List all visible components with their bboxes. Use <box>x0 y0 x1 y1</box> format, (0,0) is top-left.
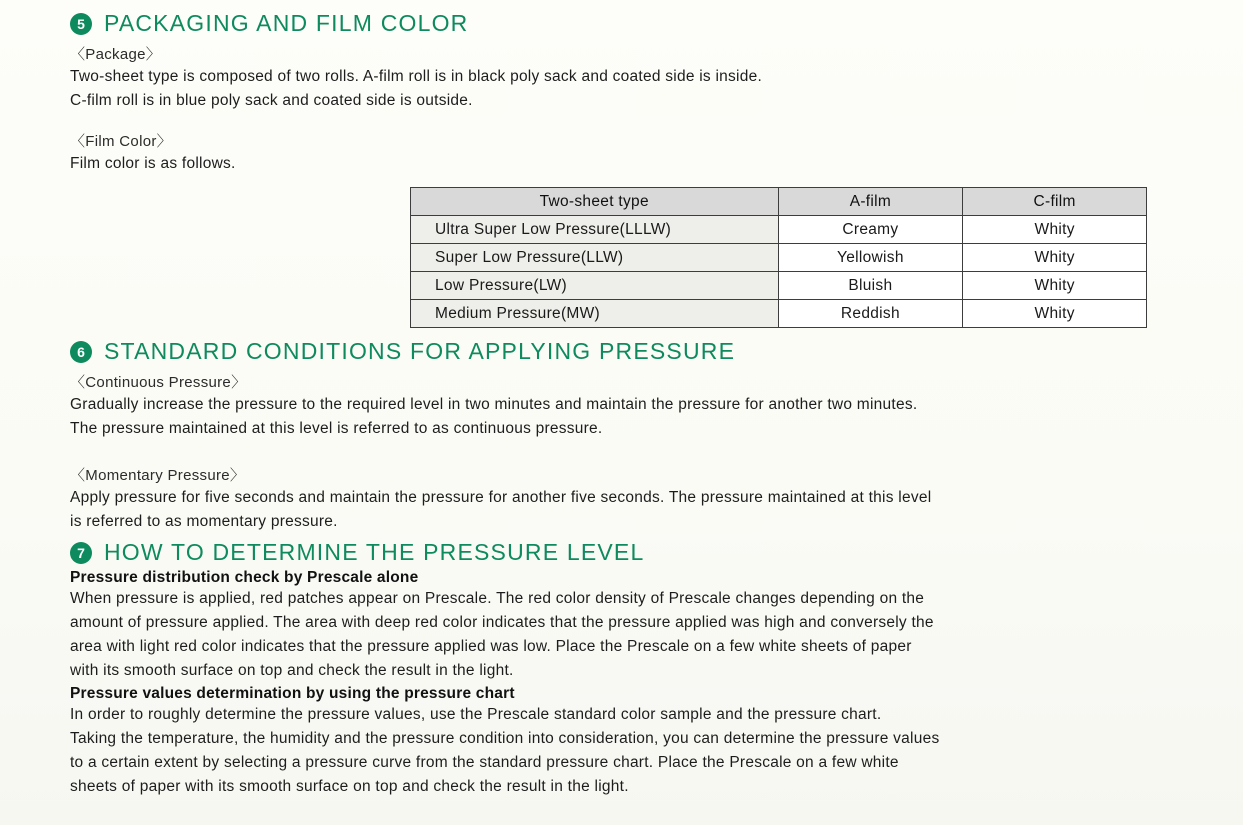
table-cell: Yellowish <box>778 244 963 272</box>
section-heading-5 <box>70 10 1173 37</box>
distribution-check-line-3: area with light red color indicates that the pressure applied was low. Place the Prescale on a few white sheets of paper <box>70 638 912 655</box>
subsection-title-distribution-check: Pressure distribution check by Prescale alone <box>70 569 419 586</box>
table-cell: Medium Pressure(MW) <box>411 300 779 328</box>
film-color-table <box>410 187 1147 328</box>
continuous-pressure-label: 〈Continuous Pressure〉 <box>70 374 247 391</box>
table-row <box>411 300 1147 328</box>
table-cell: Whity <box>963 216 1147 244</box>
table-cell: Reddish <box>778 300 963 328</box>
pressure-chart-line-2: Taking the temperature, the humidity and the pressure condition into consideration, you can determine the pressure values <box>70 730 940 747</box>
continuous-pressure-line-2: The pressure maintained at this level is referred to as continuous pressure. <box>70 420 603 437</box>
table-row <box>411 272 1147 300</box>
section-number-badge-7: 7 <box>70 542 92 564</box>
package-label: 〈Package〉 <box>70 46 162 63</box>
table-cell: Whity <box>963 244 1147 272</box>
distribution-check-line-2: amount of pressure applied. The area with deep red color indicates that the pressure applied was high and conversely the <box>70 614 934 631</box>
section-title-7: HOW TO DETERMINE THE PRESSURE LEVEL <box>104 539 645 565</box>
section-number-badge-6: 6 <box>70 341 92 363</box>
section-title-6: STANDARD CONDITIONS FOR APPLYING PRESSURE <box>104 338 736 364</box>
table-header-cell: A-film <box>778 188 963 216</box>
table-cell: Super Low Pressure(LLW) <box>411 244 779 272</box>
table-header-cell: Two-sheet type <box>411 188 779 216</box>
spacer <box>70 442 1173 458</box>
table-cell: Ultra Super Low Pressure(LLLW) <box>411 216 779 244</box>
table-row <box>411 244 1147 272</box>
table-cell: Low Pressure(LW) <box>411 272 779 300</box>
momentary-pressure-line-2: is referred to as momentary pressure. <box>70 513 338 530</box>
film-color-table-wrapper <box>70 187 1173 328</box>
film-color-line: Film color is as follows. <box>70 155 236 172</box>
spacer <box>70 114 1173 124</box>
subsection-title-pressure-chart: Pressure values determination by using the pressure chart <box>70 685 515 702</box>
continuous-pressure-line-1: Gradually increase the pressure to the required level in two minutes and maintain the pressure for another two minutes. <box>70 396 918 413</box>
package-line-2: C-film roll is in blue poly sack and coated side is outside. <box>70 92 473 109</box>
table-header-row <box>411 188 1147 216</box>
table-row <box>411 216 1147 244</box>
section-title-5: PACKAGING AND FILM COLOR <box>104 10 469 36</box>
package-line-1: Two-sheet type is composed of two rolls. A-film roll is in black poly sack and coated side is inside. <box>70 68 763 85</box>
table-header-cell: C-film <box>963 188 1147 216</box>
table-cell: Whity <box>963 300 1147 328</box>
table-cell: Bluish <box>778 272 963 300</box>
momentary-pressure-line-1: Apply pressure for five seconds and maintain the pressure for another five seconds. The pressure maintained at this level <box>70 489 932 506</box>
section-heading-6 <box>70 338 1173 365</box>
section-number-badge-5: 5 <box>70 13 92 35</box>
pressure-chart-line-3: to a certain extent by selecting a pressure curve from the standard pressure chart. Place the Prescale on a few white <box>70 754 899 771</box>
momentary-pressure-label: 〈Momentary Pressure〉 <box>70 467 246 484</box>
distribution-check-line-4: with its smooth surface on top and check the result in the light. <box>70 662 514 679</box>
table-cell: Creamy <box>778 216 963 244</box>
distribution-check-line-1: When pressure is applied, red patches appear on Prescale. The red color density of Prescale changes depending on the <box>70 590 925 607</box>
film-color-label: 〈Film Color〉 <box>70 133 172 150</box>
table-cell: Whity <box>963 272 1147 300</box>
pressure-chart-line-4: sheets of paper with its smooth surface on top and check the result in the light. <box>70 778 629 795</box>
pressure-chart-line-1: In order to roughly determine the pressure values, use the Prescale standard color sample and the pressure chart. <box>70 706 882 723</box>
section-heading-7 <box>70 539 1173 566</box>
